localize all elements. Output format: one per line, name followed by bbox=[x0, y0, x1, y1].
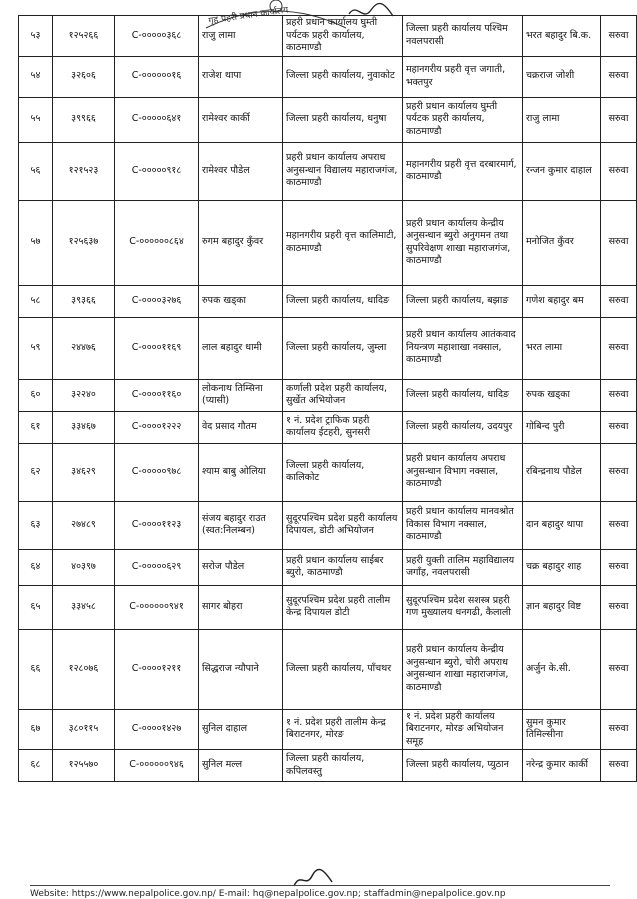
code-cell: C-००००३२७६ bbox=[115, 285, 199, 317]
serial-cell: ५७ bbox=[19, 200, 53, 285]
id-cell: ३९९६६ bbox=[53, 97, 115, 142]
to-office-cell: प्रहरी युक्ती तालिम महाविद्यालय जगाँह, नवलपरासी bbox=[403, 549, 523, 585]
id-cell: ३८०११५ bbox=[53, 709, 115, 750]
replacement-cell: दान बहादुर थापा bbox=[523, 501, 601, 549]
to-office-cell: जिल्ला प्रहरी कार्यालय, धादिङ bbox=[403, 379, 523, 411]
code-cell: C-००००००८६४ bbox=[115, 200, 199, 285]
table-row bbox=[19, 97, 637, 142]
code-cell: C-००००१२२२ bbox=[115, 411, 199, 443]
remark-cell: सरुवा bbox=[601, 629, 637, 709]
replacement-cell: रन्जन कुमार दाहाल bbox=[523, 142, 601, 200]
id-cell: ३२२४० bbox=[53, 379, 115, 411]
table-row bbox=[19, 317, 637, 379]
code-cell: C-००००११६० bbox=[115, 379, 199, 411]
to-office-cell: प्रहरी प्रधान कार्यालय आतंकवाद नियन्त्रण महाशाखा नक्साल, काठमाण्डौ bbox=[403, 317, 523, 379]
replacement-cell: चक्र बहादुर शाह bbox=[523, 549, 601, 585]
from-office-cell: सुदूरपश्चिम प्रदेश प्रहरी कार्यालय दिपायल, डोटी अभियोजन bbox=[283, 501, 403, 549]
to-office-cell: प्रहरी प्रधान कार्यालय अपराध अनुसन्धान विभाग नक्साल, काठमाण्डौ bbox=[403, 443, 523, 501]
id-cell: ३२६०६ bbox=[53, 56, 115, 97]
replacement-cell: चक्रराज जोशी bbox=[523, 56, 601, 97]
table-row bbox=[19, 549, 637, 585]
serial-cell: ६३ bbox=[19, 501, 53, 549]
id-cell: १२८०७६ bbox=[53, 629, 115, 709]
to-office-cell: जिल्ला प्रहरी कार्यालय, बझाङ bbox=[403, 285, 523, 317]
code-cell: C-००००००९४१ bbox=[115, 585, 199, 629]
code-cell: C-००००००१६ bbox=[115, 56, 199, 97]
serial-cell: ६६ bbox=[19, 629, 53, 709]
replacement-cell: नरेन्द्र कुमार कार्की bbox=[523, 750, 601, 782]
table-row bbox=[19, 750, 637, 782]
footer-contact: Website: https://www.nepalpolice.gov.np/ E-mail: hq@nepalpolice.gov.np; staffadmin@nepalpolice.gov.np bbox=[30, 885, 610, 899]
to-office-cell: सुदूरपश्चिम प्रदेश सशस्त्र प्रहरी गण मुख्यालय धनगढी, कैलाली bbox=[403, 585, 523, 629]
table-row bbox=[19, 285, 637, 317]
to-office-cell: महानगरीय प्रहरी वृत्त दरबारमार्ग, काठमाण्डौ bbox=[403, 142, 523, 200]
name-cell: राजेश थापा bbox=[199, 56, 283, 97]
from-office-cell: जिल्ला प्रहरी कार्यालय, पाँचथर bbox=[283, 629, 403, 709]
serial-cell: ५३ bbox=[19, 16, 53, 57]
table-row bbox=[19, 443, 637, 501]
table-row bbox=[19, 142, 637, 200]
serial-cell: ५५ bbox=[19, 97, 53, 142]
from-office-cell: महानगरीय प्रहरी वृत्त कालिमाटी, काठमाण्डौ bbox=[283, 200, 403, 285]
id-cell: ४०३९७ bbox=[53, 549, 115, 585]
id-cell: २४४७६ bbox=[53, 317, 115, 379]
table-row bbox=[19, 501, 637, 549]
from-office-cell: सुदूरपश्चिम प्रदेश प्रहरी तालीम केन्द्र दिपायल डोटी bbox=[283, 585, 403, 629]
id-cell: २७४८९ bbox=[53, 501, 115, 549]
remark-cell: सरुवा bbox=[601, 709, 637, 750]
name-cell: वेद प्रसाद गौतम bbox=[199, 411, 283, 443]
serial-cell: ५६ bbox=[19, 142, 53, 200]
serial-cell: ६४ bbox=[19, 549, 53, 585]
code-cell: C-०००००३६८ bbox=[115, 16, 199, 57]
serial-cell: ६१ bbox=[19, 411, 53, 443]
serial-cell: ६० bbox=[19, 379, 53, 411]
replacement-cell: भरत बहादुर बि.क. bbox=[523, 16, 601, 57]
to-office-cell: जिल्ला प्रहरी कार्यालय पश्चिम नवलपरासी bbox=[403, 16, 523, 57]
replacement-cell: गणेश बहादुर बम bbox=[523, 285, 601, 317]
code-cell: C-००००००९४६ bbox=[115, 750, 199, 782]
seal-text: गृह प्रहरी प्रधान कार्यालय bbox=[207, 5, 289, 27]
code-cell: C-०००००६४१ bbox=[115, 97, 199, 142]
id-cell: १२५५७० bbox=[53, 750, 115, 782]
id-cell: १२५६३७ bbox=[53, 200, 115, 285]
remark-cell: सरुवा bbox=[601, 16, 637, 57]
serial-cell: ५८ bbox=[19, 285, 53, 317]
from-office-cell: प्रहरी प्रधान कार्यालय अपराध अनुसन्धान विद्यालय महाराजगंज, काठमाण्डौ bbox=[283, 142, 403, 200]
remark-cell: सरुवा bbox=[601, 317, 637, 379]
name-cell: सागर बोहरा bbox=[199, 585, 283, 629]
remark-cell: सरुवा bbox=[601, 285, 637, 317]
id-cell: ३३४५८ bbox=[53, 585, 115, 629]
table-row bbox=[19, 629, 637, 709]
serial-cell: ५४ bbox=[19, 56, 53, 97]
from-office-cell: प्रहरी प्रधान कार्यालय साईबर ब्युरो, काठमाण्डौ bbox=[283, 549, 403, 585]
id-cell: १२५२६६ bbox=[53, 16, 115, 57]
to-office-cell: जिल्ला प्रहरी कार्यालय, उदयपुर bbox=[403, 411, 523, 443]
table-row bbox=[19, 411, 637, 443]
name-cell: संजय बहादुर राउत (स्वत:निलम्बन) bbox=[199, 501, 283, 549]
serial-cell: ६८ bbox=[19, 750, 53, 782]
from-office-cell: प्रहरी प्रधान कार्यालय घुम्ती पर्यटक प्रहरी कार्यालय, काठमाण्डौ bbox=[283, 16, 403, 57]
name-cell: रामेश्वर कार्की bbox=[199, 97, 283, 142]
remark-cell: सरुवा bbox=[601, 411, 637, 443]
name-cell: सिद्धराज न्यौपाने bbox=[199, 629, 283, 709]
remark-cell: सरुवा bbox=[601, 549, 637, 585]
remark-cell: सरुवा bbox=[601, 200, 637, 285]
remark-cell: सरुवा bbox=[601, 56, 637, 97]
from-office-cell: १ नं. प्रदेश प्रहरी तालीम केन्द्र बिराटनगर, मोरङ bbox=[283, 709, 403, 750]
replacement-cell: रुपक खड्का bbox=[523, 379, 601, 411]
serial-cell: ६२ bbox=[19, 443, 53, 501]
to-office-cell: प्रहरी प्रधान कार्यालय घुम्ती पर्यटक प्रहरी कार्यालय, काठमाण्डौ bbox=[403, 97, 523, 142]
name-cell: सरोज पौडेल bbox=[199, 549, 283, 585]
from-office-cell: जिल्ला प्रहरी कार्यालय, जुम्ला bbox=[283, 317, 403, 379]
from-office-cell: जिल्ला प्रहरी कार्यालय, धादिङ bbox=[283, 285, 403, 317]
remark-cell: सरुवा bbox=[601, 443, 637, 501]
name-cell: लोकनाथ तिम्सिना (प्यासी) bbox=[199, 379, 283, 411]
replacement-cell: रबिन्द्रनाथ पौडेल bbox=[523, 443, 601, 501]
to-office-cell: जिल्ला प्रहरी कार्यालय, प्युठान bbox=[403, 750, 523, 782]
remark-cell: सरुवा bbox=[601, 142, 637, 200]
replacement-cell: राजु लामा bbox=[523, 97, 601, 142]
from-office-cell: जिल्ला प्रहरी कार्यालय, नुवाकोट bbox=[283, 56, 403, 97]
serial-cell: ५९ bbox=[19, 317, 53, 379]
remark-cell: सरुवा bbox=[601, 379, 637, 411]
to-office-cell: प्रहरी प्रधान कार्यालय केन्द्रीय अनुसन्धान ब्युरो, चोरी अपराध अनुसन्धान शाखा महाराजगंज, काठमाण्डौ bbox=[403, 629, 523, 709]
table-body bbox=[19, 16, 637, 782]
code-cell: C-००००१४२७ bbox=[115, 709, 199, 750]
from-office-cell: जिल्ला प्रहरी कार्यालय, कालिकोट bbox=[283, 443, 403, 501]
replacement-cell: गोबिन्द पुरी bbox=[523, 411, 601, 443]
code-cell: C-००००११२३ bbox=[115, 501, 199, 549]
code-cell: C-०००००९१८ bbox=[115, 142, 199, 200]
remark-cell: सरुवा bbox=[601, 501, 637, 549]
remark-cell: सरुवा bbox=[601, 97, 637, 142]
remark-cell: सरुवा bbox=[601, 750, 637, 782]
remark-cell: सरुवा bbox=[601, 585, 637, 629]
table-row bbox=[19, 200, 637, 285]
from-office-cell: कर्णाली प्रदेश प्रहरी कार्यालय, सुर्खेत अभियोजन bbox=[283, 379, 403, 411]
to-office-cell: १ नं. प्रदेश प्रहरी कार्यालय बिराटनगर, मोरङ अभियोजन समूह bbox=[403, 709, 523, 750]
replacement-cell: मनोजित कुँवर bbox=[523, 200, 601, 285]
name-cell: सुनिल मल्ल bbox=[199, 750, 283, 782]
replacement-cell: भरत लामा bbox=[523, 317, 601, 379]
name-cell: लाल बहादुर धामी bbox=[199, 317, 283, 379]
transfer-table bbox=[18, 15, 637, 782]
replacement-cell: ज्ञान बहादुर विष्ट bbox=[523, 585, 601, 629]
code-cell: C-०००००६२९ bbox=[115, 549, 199, 585]
table-row bbox=[19, 709, 637, 750]
name-cell: रुपक खड्का bbox=[199, 285, 283, 317]
replacement-cell: सुमन कुमार तिमिल्सीना bbox=[523, 709, 601, 750]
id-cell: ३४६२९ bbox=[53, 443, 115, 501]
name-cell: राजु लामा bbox=[199, 16, 283, 57]
name-cell: रुगम बहादुर कुँवर bbox=[199, 200, 283, 285]
to-office-cell: प्रहरी प्रधान कार्यालय केन्द्रीय अनुसन्धान ब्युरो अनुगमन तथा सुपरिवेक्षण शाखा महाराजगंज, काठमाण्डौ bbox=[403, 200, 523, 285]
code-cell: C-००००१२११ bbox=[115, 629, 199, 709]
name-cell: श्याम बाबु ओलिया bbox=[199, 443, 283, 501]
code-cell: C-०००००९७८ bbox=[115, 443, 199, 501]
to-office-cell: प्रहरी प्रधान कार्यालय मानवश्रोत विकास विभाग नक्साल, काठमाण्डौ bbox=[403, 501, 523, 549]
id-cell: ३३४६७ bbox=[53, 411, 115, 443]
code-cell: C-००००११६९ bbox=[115, 317, 199, 379]
replacement-cell: अर्जुन के.सी. bbox=[523, 629, 601, 709]
from-office-cell: जिल्ला प्रहरी कार्यालय, कपिलवस्तु bbox=[283, 750, 403, 782]
id-cell: १२१५२३ bbox=[53, 142, 115, 200]
name-cell: रामेश्वर पौडेल bbox=[199, 142, 283, 200]
table-row bbox=[19, 585, 637, 629]
name-cell: सुनिल दाहाल bbox=[199, 709, 283, 750]
table-row bbox=[19, 379, 637, 411]
table-row bbox=[19, 56, 637, 97]
id-cell: ३९३६६ bbox=[53, 285, 115, 317]
from-office-cell: १ नं. प्रदेश ट्राफिक प्रहरी कार्यालय ईटहरी, सुनसरी bbox=[283, 411, 403, 443]
serial-cell: ६५ bbox=[19, 585, 53, 629]
serial-cell: ६७ bbox=[19, 709, 53, 750]
to-office-cell: महानगरीय प्रहरी वृत्त जगाती, भक्तपुर bbox=[403, 56, 523, 97]
table-row bbox=[19, 16, 637, 57]
from-office-cell: जिल्ला प्रहरी कार्यालय, धनुषा bbox=[283, 97, 403, 142]
